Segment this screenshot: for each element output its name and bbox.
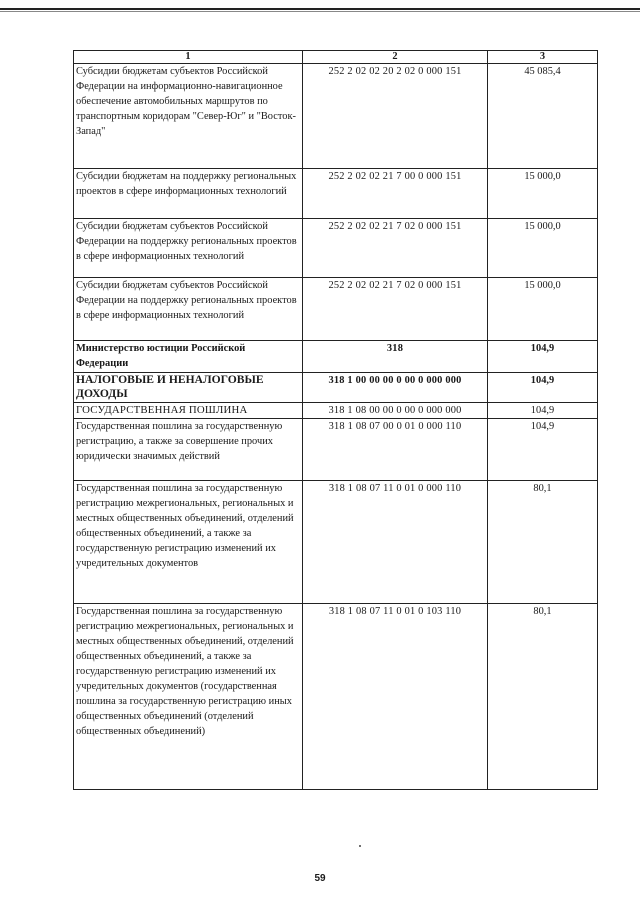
row-name: Субсидии бюджетам субъектов Российской Федерации на информационно-навигационное обеспечение автомобильных маршрутов по транспортным коридорам "Север-Юг" и "Восток-Запад"	[74, 64, 303, 169]
top-border-rule	[0, 8, 640, 10]
row-code: 252 2 02 02 21 7 02 0 000 151	[303, 219, 488, 278]
row-code: 252 2 02 02 21 7 02 0 000 151	[303, 278, 488, 341]
row-name: Государственная пошлина за государственную регистрацию, а также за совершение прочих юридически значимых действий	[74, 419, 303, 481]
table-row	[74, 278, 598, 341]
row-code: 318 1 08 07 00 0 01 0 000 110	[303, 419, 488, 481]
row-code: 318 1 00 00 00 0 00 0 000 000	[303, 373, 488, 403]
row-amount: 104,9	[488, 373, 598, 403]
table-row	[74, 373, 598, 403]
table-row	[74, 403, 598, 419]
table-row	[74, 169, 598, 219]
table-row	[74, 419, 598, 481]
row-amount: 80,1	[488, 481, 598, 604]
row-name: Субсидии бюджетам субъектов Российской Федерации на поддержку региональных проектов в сфере информационных технологий	[74, 219, 303, 278]
row-amount: 104,9	[488, 341, 598, 373]
row-code: 318 1 08 00 00 0 00 0 000 000	[303, 403, 488, 419]
row-code: 318 1 08 07 11 0 01 0 103 110	[303, 604, 488, 790]
row-code: 252 2 02 02 21 7 00 0 000 151	[303, 169, 488, 219]
column-header-2: 2	[303, 51, 488, 64]
column-header-3: 3	[488, 51, 598, 64]
row-amount: 104,9	[488, 403, 598, 419]
row-name: Министерство юстиции Российской Федерации	[74, 341, 303, 373]
row-code: 318 1 08 07 11 0 01 0 000 110	[303, 481, 488, 604]
scan-speck	[359, 845, 361, 847]
row-amount: 45 085,4	[488, 64, 598, 169]
header-row	[74, 51, 598, 64]
table-row	[74, 219, 598, 278]
row-name: ГОСУДАРСТВЕННАЯ ПОШЛИНА	[74, 403, 303, 419]
page-number: 59	[314, 873, 326, 884]
table-row	[74, 481, 598, 604]
row-name: Государственная пошлина за государственную регистрацию межрегиональных, региональных и местных общественных объединений, отделений общественных объединений, а также за государственную регистрацию изменений их учредительных документов	[74, 481, 303, 604]
row-name: Субсидии бюджетам на поддержку региональных проектов в сфере информационных технологий	[74, 169, 303, 219]
row-name: НАЛОГОВЫЕ И НЕНАЛОГОВЫЕ ДОХОДЫ	[74, 373, 303, 403]
row-amount: 15 000,0	[488, 278, 598, 341]
row-code: 318	[303, 341, 488, 373]
row-amount: 104,9	[488, 419, 598, 481]
table-row	[74, 604, 598, 790]
table-row	[74, 64, 598, 169]
table-row	[74, 341, 598, 373]
top-border-rule-thin	[0, 11, 640, 12]
row-name: Государственная пошлина за государственную регистрацию межрегиональных, региональных и местных общественных объединений, отделений общественных объединений, а также за государственную регистрацию изменений их учредительных документов (государственная пошлина за государственную регистрацию иных общественных объединений (отделений общественных объединений)	[74, 604, 303, 790]
row-amount: 15 000,0	[488, 169, 598, 219]
column-header-1: 1	[74, 51, 303, 64]
budget-revenue-table	[73, 50, 598, 790]
row-amount: 15 000,0	[488, 219, 598, 278]
row-amount: 80,1	[488, 604, 598, 790]
row-name: Субсидии бюджетам субъектов Российской Федерации на поддержку региональных проектов в сфере информационных технологий	[74, 278, 303, 341]
row-code: 252 2 02 02 20 2 02 0 000 151	[303, 64, 488, 169]
